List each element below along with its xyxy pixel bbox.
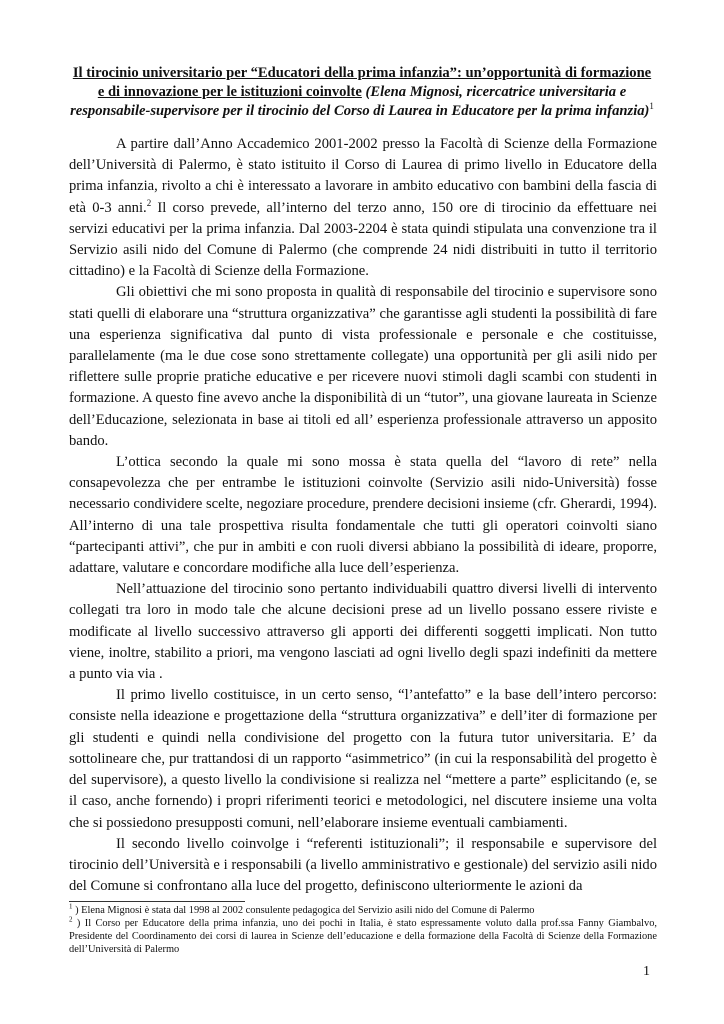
page-number: 1 (643, 964, 650, 979)
paragraph-3: L’ottica secondo la quale mi sono mossa è stata quella del “lavoro di rete” nella consapevolezza che per entrambe le istituzioni coinvolte (Servizio asili nido-Università) fosse necessario condividere scelte, negoziare procedure, prendere decisioni insieme (cfr. Gherardi, 1994). All’interno di una tale prospettiva risulta fondamentale che tutti gli operatori coinvolti siano “partecipanti attivi”, che pur in ambiti e con ruoli diversi abbiano la possibilità di ideare, proporre, adattare, valutare e concordare modifiche alla luce dell’esperienza. (69, 454, 657, 577)
title-author: (Elena Mignosi, ricercatrice universitaria e responsabile-supervisore per il tirocinio del Corso di Laurea in Educatore per la prima infanzia) (70, 84, 650, 119)
paragraph-1-part-a: A partire dall’Anno Accademico 2001-2002 presso la Facoltà di Scienze della Formazione dell’Università di Palermo, è stato istituito il Corso di Laurea di primo livello in Educatore della prima infanzia, rivolto a chi è interessato a lavorare in ambito educativo con bambini della fascia di età 0-3 anni. (69, 136, 657, 216)
title-footnote-mark: 1 (649, 101, 654, 112)
paragraph-6: Il secondo livello coinvolge i “referenti istituzionali”; il responsabile e supervisore del tirocinio dell’Università e i responsabili (a livello amministrativo e gestionale) del servizio asili nido del Comune si confrontano alla luce del progetto, definiscono ulteriormente le azioni da (69, 835, 657, 895)
footnote-1-mark: 1 (69, 902, 73, 911)
footnote-1 (69, 904, 657, 917)
footnote-1-text: ) Elena Mignosi è stata dal 1998 al 2002 consulente pedagogica del Servizio asili nido del Comune di Palermo (72, 905, 535, 916)
footnote-separator (69, 901, 245, 902)
footnote-2-mark: 2 (69, 915, 73, 924)
paragraph-2: Gli obiettivi che mi sono proposta in qualità di responsabile del tirocinio e supervisore sono stati quelli di elaborare una “struttura organizzativa” che garantisse agli studenti la possibilità di fare una esperienza significativa dal punto di vista professionale e personale e che costituisse, parallelamente (ma le due cose sono strettamente collegate) una opportunità per gli asili nido per riflettere sulle proprie pratiche educative e per ricevere nuovi stimoli dagli scambi con studenti in formazione. A questo fine avevo anche la disponibilità di un “tutor”, una giovane laureata in Scienze dell’Educazione, selezionata in base ai titoli ed all’ esperienza professionale attraverso un apposito bando. (69, 284, 657, 449)
title-text: Il tirocinio universitario per “Educatori della prima infanzia”: un’opportunità di formazione e di innovazione per le istituzioni coinvolte (72, 65, 652, 100)
footnote-2 (69, 917, 657, 956)
paragraph-5: Il primo livello costituisce, in un certo senso, “l’antefatto” e la base dell’intero percorso: consiste nella ideazione e progettazione della “struttura organizzativa” e dell’iter di formazione per gli studenti e quindi nella condivisione del progetto con la futura tutor universitaria. E’ da sottolineare che, pur trattandosi di un rapporto “asimmetrico” (in cui la responsabilità del progetto è del supervisore), a questo livello la condivisione si realizza nel “mettere a parte” esplicitando (e, se il caso, anche fornendo) i propri riferimenti teorici e metodologici, nel discutere insieme una volta che si possiedono presupposti comuni, nell’elaborare insieme eventuali cambiamenti. (69, 687, 657, 831)
paragraph-4: Nell’attuazione del tirocinio sono pertanto individuabili quattro diversi livelli di intervento collegati tra loro in modo tale che alcune decisioni prese ad un livello possano essere riviste e modificate al livello successivo attraverso gli apporti dei differenti soggetti implicati. Non tutto viene, inoltre, stabilito a priori, ma vengono lasciati ad ogni livello degli spazi indefiniti da mettere a punto via via . (69, 581, 657, 683)
document-title (68, 64, 656, 121)
document-body (69, 134, 657, 897)
paragraph-1 (69, 134, 657, 282)
footnote-ref-2: 2 (146, 197, 152, 208)
footnote-2-text: ) Il Corso per Educatore della prima infanzia, uno dei pochi in Italia, è stato espressamente voluto dalla prof.ssa Fanny Giambalvo, Presidente del Coordinamento dei corsi di laurea in Scienze dell’educazione e della formazione della Facoltà di Scienze della Formazione dell’Università di Palermo (69, 918, 657, 955)
paragraph-1-part-b: Il corso prevede, all’interno del terzo anno, 150 ore di tirocinio da effettuare nei servizi educativi per la prima infanzia. Dal 2003-2204 è stata quindi stipulata una convenzione tra il Servizio asili nido del Comune di Palermo (che comprende 24 nidi distribuiti in tutto il territorio cittadino) e la Facoltà di Scienze della Formazione. (69, 199, 657, 280)
footnotes (69, 904, 657, 956)
